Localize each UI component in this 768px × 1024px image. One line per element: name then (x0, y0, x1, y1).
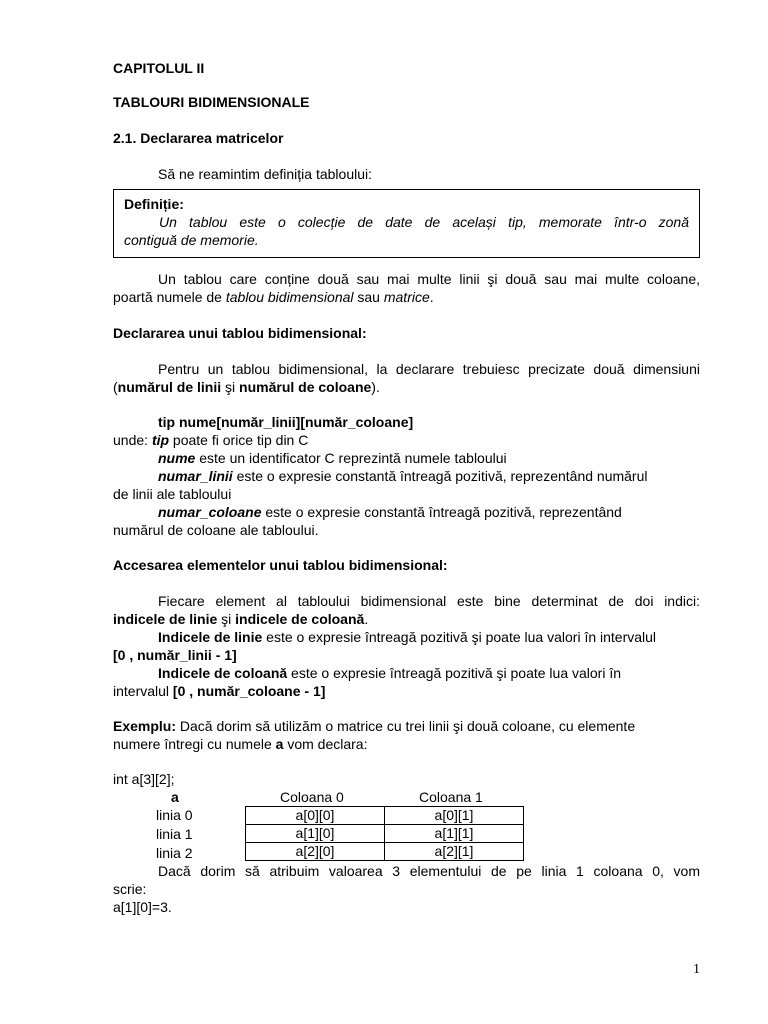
matrix-cell: a[0][0] (246, 807, 385, 825)
matrix-cell: a[1][0] (246, 825, 385, 843)
example-line1: Exemplu: Dacă dorim să utilizăm o matrice cu trei linii şi două coloane, cu elemente (113, 718, 636, 734)
matrix-name: a (171, 789, 179, 805)
matrix-row (246, 825, 524, 843)
access-line2: indicele de linie şi indicele de coloană. (113, 611, 369, 627)
matrix-row-label-0: linia 0 (156, 807, 193, 823)
access-heading: Accesarea elementelor unui tablou bidimensional: (113, 557, 448, 573)
syntax-line: tip nume[număr_linii][număr_coloane] (158, 414, 414, 430)
matrix-col-header-1: Coloana 1 (419, 789, 483, 805)
unde-numar-linii-line: numar_linii este o expresie constantă întreagă pozitivă, reprezentând numărul (158, 468, 648, 484)
matrix-cell: a[2][1] (385, 843, 524, 861)
definition-line2: contiguă de memorie. (124, 232, 259, 248)
matrix-cell: a[1][1] (385, 825, 524, 843)
access-line1: Fiecare element al tabloului bidimensional este bine determinat de doi indici: (158, 593, 700, 609)
unde-numar-coloane-line2: numărul de coloane ale tabloului. (113, 522, 319, 538)
para1-line1: Un tablou care conține două sau mai multe linii şi două sau mai multe coloane, (158, 271, 700, 287)
para1-line2: poartă numele de tablou bidimensional sau matrice. (113, 289, 434, 305)
unde-numar-linii-line2: de linii ale tabloului (113, 486, 232, 502)
page-title: TABLOURI BIDIMENSIONALE (113, 94, 310, 110)
unde-nume-line: nume este un identificator C reprezintă numele tabloului (158, 450, 507, 466)
matrix-row-label-2: linia 2 (156, 845, 193, 861)
closing-line1: Dacă dorim să atribuim valoarea 3 elementului de pe linia 1 coloana 0, vom (158, 863, 700, 879)
matrix-cell: a[0][1] (385, 807, 524, 825)
intro-text: Să ne reamintim definiția tabloului: (158, 166, 373, 182)
unde-numar-coloane-line: numar_coloane este o expresie constantă întreagă pozitivă, reprezentând (158, 504, 622, 520)
definition-line1: Un tablou este o colecție de date de același tip, memorate într-o zonă (159, 214, 689, 230)
matrix-row (246, 807, 524, 825)
matrix-row (246, 843, 524, 861)
access-line5: Indicele de coloană este o expresie întreagă pozitivă şi poate lua valori în (158, 665, 622, 681)
section-heading: 2.1. Declararea matricelor (113, 130, 284, 146)
definition-box (113, 189, 700, 258)
matrix-table (245, 806, 524, 861)
declaration-heading: Declararea unui tablou bidimensional: (113, 325, 367, 341)
closing-line3: a[1][0]=3. (113, 899, 172, 915)
chapter-heading: CAPITOLUL II (113, 60, 205, 76)
closing-line2: scrie: (113, 881, 147, 897)
unde-tip-line: unde: tip poate fi orice tip din C (113, 432, 309, 448)
decl-para-line2: (numărul de linii şi numărul de coloane). (113, 379, 380, 395)
definition-label: Definiție: (124, 196, 184, 212)
matrix-col-header-0: Coloana 0 (280, 789, 344, 805)
example-line2: numere întregi cu numele a vom declara: (113, 736, 368, 752)
access-line6: intervalul [0 , număr_coloane - 1] (113, 683, 326, 699)
matrix-cell: a[2][0] (246, 843, 385, 861)
access-line3: Indicele de linie este o expresie întreagă pozitivă şi poate lua valori în intervalul (158, 629, 657, 645)
decl-para-line1: Pentru un tablou bidimensional, la declarare trebuiesc precizate două dimensiuni (158, 361, 700, 377)
example-declaration: int a[3][2]; (113, 771, 175, 787)
page-number: 1 (693, 962, 700, 977)
matrix-row-label-1: linia 1 (156, 826, 193, 842)
access-line4: [0 , număr_linii - 1] (113, 647, 237, 663)
